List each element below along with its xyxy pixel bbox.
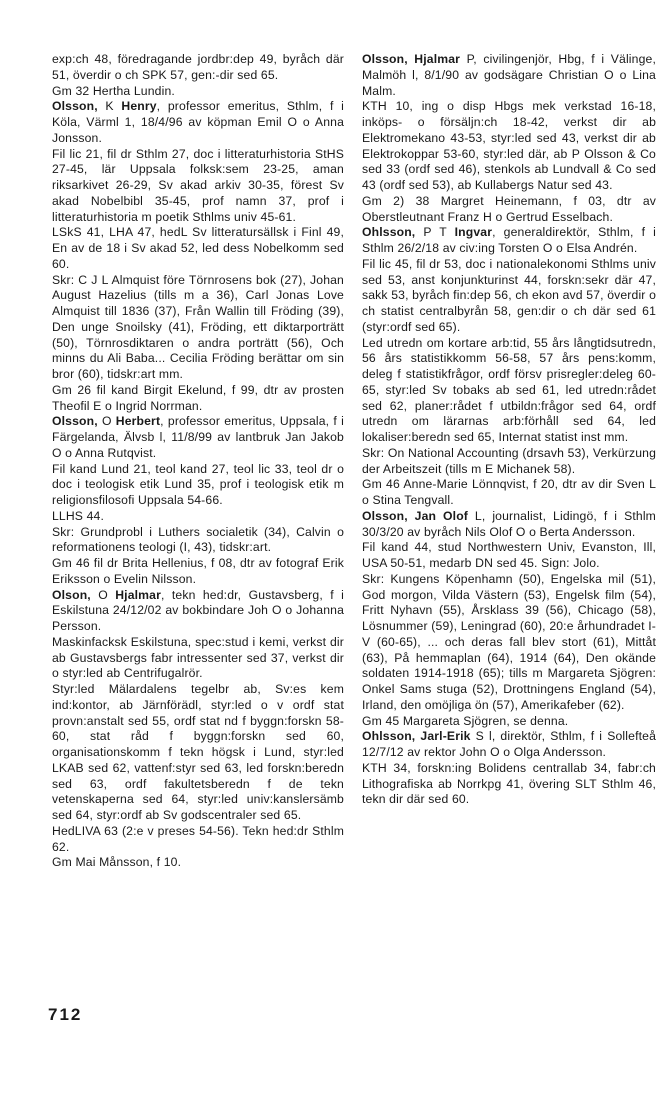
surname-heading: Ohlsson, <box>362 225 416 240</box>
page-number: 712 <box>48 1005 83 1024</box>
biography-paragraph <box>362 99 656 194</box>
biography-paragraph <box>52 147 344 226</box>
biography-paragraph <box>52 635 344 682</box>
entry-text: Gm 46 Anne-Marie Lönnqvist, f 20, dtr av dir Sven L o Stina Tengvall. <box>362 477 656 507</box>
entry-text: Hjalmar P, civilingenjör, Hbg, f i Välinge, Malmöh l, 8/1/90 av godsägare Christian O o Lina Malm. <box>362 52 656 98</box>
biography-paragraph <box>52 383 344 415</box>
biography-paragraph <box>52 824 344 856</box>
biography-paragraph <box>52 682 344 824</box>
biography-paragraph <box>52 509 344 525</box>
entry-text: Styr:led Mälardalens tegelbr ab, Sv:es kem ind:kontor, ab Järnförädl, styr:led o v ordf stat provn:anstalt sed 55, ordf stat nd f byggn:forskn 58-60, stat råd f byggn:forskn sed 60, organisationskomm f tekn högsk i Lund, styr:led LKAB sed 62, vattenf:styr sed 63, led forskn:beredn sed 63, ordf fakultetsberedn f de tekn vetenskaperna sed 64, styr:led univ:kanslersämb sed 64, styr:ordf ab Sv godscentraler sed 65. <box>52 682 344 822</box>
entry-text: Skr: Kungens Köpenhamn (50), Engelska mil (51), God morgon, Vilda Västern (53), Engelsk film (54), Fritt Nyhavn (55), Årsklass 39 (56), Chicago (58), Lösnummer (59), Leningrad (60), 20:e århundradet I-V (60-65), ... och deras fall blev stort (61), Mittåt (63), På hemmaplan (64), 1914 (64), Den okände soldaten 1914-1918 (65); tills m Margareta Sjögren: Onkel Sams stuga (52), Drottningens England (54), Irland, den omöjliga ön (57), Amerikafeber (62). <box>362 571 656 712</box>
entry-text: KTH 10, ing o disp Hbgs mek verkstad 16-18, inköps- o försäljn:ch 18-42, verkst dir ab Elektromekano 43-53, styr:led sed 43, verkst dir ab Elektrokoppar 53-60, styr:led där, ab P Olsson & Co sed 33 (ordf sed 46), stenkols ab Lundvall & Co sed 43 (ordf sed 53), ab Kullabergs Natur sed 43. <box>362 99 656 192</box>
biography-paragraph <box>362 477 656 509</box>
entry-text: Skr: C J L Almquist före Törnrosens bok (27), Johan August Hazelius (tills m a 36), Carl Jonas Love Almquist till 1836 (37), Från Wallin till Fröding (39), Den unge Snoilsky (41), Fröding, ett diktarporträtt (50), Törnrosdiktaren o andra porträtt (56), Och minns du Ali Baba... Cecilia Fröding berättar om sin bror (60), tidskr:art mm. <box>52 272 344 381</box>
biography-paragraph <box>52 525 344 557</box>
surname-heading: Olsson, <box>52 99 98 114</box>
entry-text: Maskinfacksk Eskilstuna, spec:stud i kemi, verkst dir ab Gustavsbergs fabr intressenter sed 37, verkst dir o styr:led ab Centrifugalrör. <box>52 634 344 681</box>
entry-text: exp:ch 48, föredragande jordbr:dep 49, byråch där 51, överdir o ch SPK 57, gen:-dir sed 65. <box>52 52 344 82</box>
surname-heading: Olsson, <box>362 52 408 66</box>
biography-paragraph <box>52 273 344 383</box>
biography-paragraph <box>52 462 344 509</box>
entry-text: Gm Mai Månsson, f 10. <box>52 855 182 870</box>
right-column <box>362 52 656 808</box>
biography-paragraph <box>362 257 656 336</box>
entry-text: Skr: On National Accounting (drsavh 53), Verkürzung der Arbeitszeit (tills m E Michanek 58). <box>362 445 656 476</box>
entry-text: Fil kand 44, stud Northwestern Univ, Evanston, Ill, USA 50-51, medarb DN sed 45. Sign: Jolo. <box>362 540 656 570</box>
entry-text: Jan Olof L, journalist, Lidingö, f i Sthlm 30/3/20 av byråch Nils Olof O o Berta Andersson. <box>362 508 656 539</box>
biography-paragraph <box>52 52 344 84</box>
entry-text: Jarl-Erik S l, direktör, Sthlm, f i Sollefteå 12/7/12 av rektor John O o Olga Andersson. <box>362 729 656 759</box>
biography-paragraph <box>362 540 656 572</box>
biography-entry-start <box>362 509 656 541</box>
entry-text: K Henry, professor emeritus, Sthlm, f i Köla, Värml 1, 18/4/96 av köpman Emil O o Anna Jonsson. <box>52 99 345 145</box>
entry-text: Gm 26 fil kand Birgit Ekelund, f 99, dtr av prosten Theofil E o Ingrid Norrman. <box>52 382 344 413</box>
biography-paragraph <box>52 225 344 272</box>
biography-paragraph <box>362 572 656 714</box>
entry-text: Fil lic 45, fil dr 53, doc i nationalekonomi Sthlms univ sed 53, anst konjunkturinst 44, forskn:sekr där 47, sakk 53, byråch fin:dep 56, ch ekon avd 57, överdir o ch statist centralbyrån 58, gen:dir o ch där sed 61 (styr:ordf sed 65). <box>362 256 656 334</box>
biography-entry-start <box>362 225 656 257</box>
entry-text: O Hjalmar, tekn hed:dr, Gustavsberg, f i Eskilstuna 24/12/02 av bokbindare Joh O o Johanna Persson. <box>52 587 344 633</box>
entry-text: P T Ingvar, generaldirektör, Sthlm, f i Sthlm 26/2/18 av civ:ing Torsten O o Elsa Andrén. <box>362 225 657 255</box>
surname-heading: Ohlsson, <box>362 729 416 744</box>
biography-entry-start <box>52 588 344 635</box>
entry-text: Gm 45 Margareta Sjögren, se denna. <box>362 713 569 728</box>
entry-text: LLHS 44. <box>52 508 105 523</box>
biography-entry-start <box>362 729 656 761</box>
biography-entry-start <box>52 414 344 461</box>
biography-paragraph <box>362 336 656 446</box>
surname-heading: Olsson, <box>362 508 408 523</box>
biography-paragraph <box>362 194 656 226</box>
surname-heading: Olsson, <box>52 414 98 429</box>
entry-text: Gm 32 Hertha Lundin. <box>52 83 175 98</box>
biography-entry-start <box>52 99 344 146</box>
entry-text: Gm 46 fil dr Brita Hellenius, f 08, dtr av fotograf Erik Eriksson o Evelin Nilsson. <box>52 556 344 586</box>
entry-text: Fil kand Lund 21, teol kand 27, teol lic 33, teol dr o doc i teologisk etik Lund 35, prof i teologisk etik m religionsfilosofi Uppsala 54-66. <box>52 461 344 507</box>
biography-paragraph <box>362 446 656 478</box>
biography-entry-start <box>362 52 656 99</box>
biography-paragraph <box>362 761 656 808</box>
entry-text: HedLIVA 63 (2:e v preses 54-56). Tekn hed:dr Sthlm 62. <box>52 823 344 854</box>
entry-text: LSkS 41, LHA 47, hedL Sv litteratursällsk i Finl 49, En av de 18 i Sv akad 52, led dess Nobelkomm sed 60. <box>52 225 344 271</box>
entry-text: Fil lic 21, fil dr Sthlm 27, doc i litteraturhistoria StHS 27-45, lär Uppsala folksk:sem 23-25, aman riksarkivet 26-29, Sv akad arkiv 30-35, förest Sv akad Nobelbibl 35-45, prof namn 37, prof i litteraturhistoria m poetik Sthlms univ 45-61. <box>52 146 344 224</box>
entry-text: KTH 34, forskn:ing Bolidens centrallab 34, fabr:ch Lithografiska ab Norrkpg 41, övering SLT Sthlm 46, tekn dir där sed 60. <box>362 760 656 807</box>
entry-text: O Herbert, professor emeritus, Uppsala, f i Färgelanda, Älvsb l, 11/8/99 av lantbruk Jan Jakob O o Anna Rutqvist. <box>52 414 344 460</box>
surname-heading: Olson, <box>52 587 91 602</box>
biography-paragraph <box>362 714 656 730</box>
entry-text: Led utredn om kortare arb:tid, 55 års långtidsutredn, 56 års statistikkomm 56-58, 57 års pens:komm, deleg f statistikfrågor, ordf försv prisregler:deleg 60-65, styr:led Sv tobaks ab sed 61, led utredn:rådet sed 62, planer:rådet f utbildn:frågor sed 64, ordf utredn om lärarnas arb:förhåll sed 64, led lokaliser:beredn sed 65, Internat statist inst mm. <box>362 335 656 444</box>
entry-text: Skr: Grundprobl i Luthers socialetik (34), Calvin o reformationens teologi (I, 43), tidskr:art. <box>52 524 344 555</box>
left-column <box>52 52 344 871</box>
biography-paragraph <box>52 84 344 100</box>
entry-text: Gm 2) 38 Margret Heinemann, f 03, dtr av Oberstleutnant Franz H o Gertrud Esselbach. <box>362 193 656 224</box>
biography-paragraph <box>52 855 344 871</box>
biography-paragraph <box>52 556 344 588</box>
